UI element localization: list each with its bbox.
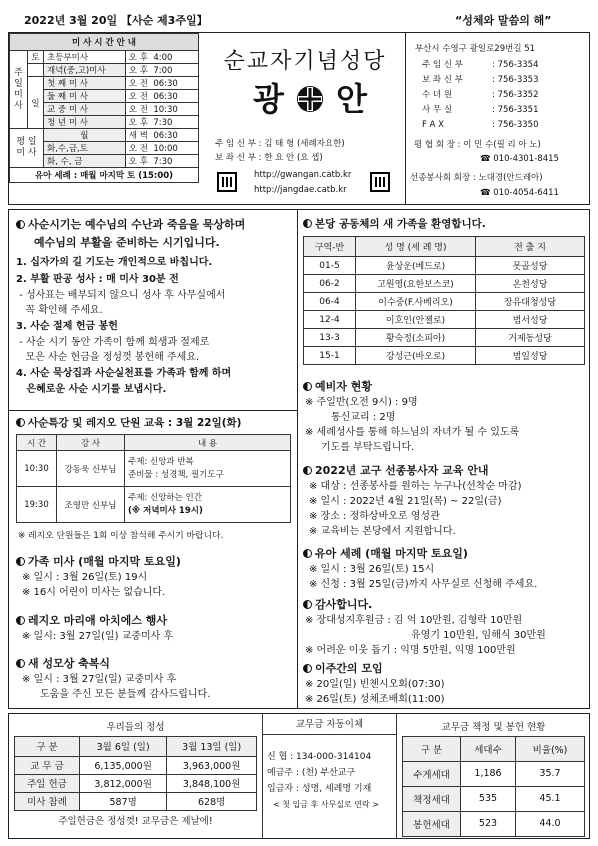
infant-line: ※ 신청 : 3월 25일(금)까지 사무실로 신청해 주세요. [309,579,538,590]
mass-name: 화, 수, 금 [44,155,126,168]
welcome-cell: 15-1 [304,347,356,365]
mass-title: 미 사 시 간 안 내 [10,34,199,51]
mass-time: 새 벽 06:30 [125,129,198,142]
mass-time: 오 전 10:30 [125,103,198,116]
catechumen-section [303,378,519,455]
welcome-cell: 01-5 [304,257,356,275]
mission-phone: ☎ 010-4054-6411 [480,188,559,198]
lecture-table [16,434,291,523]
lecture-head: 강 사 [57,435,125,451]
url-jangdae[interactable]: http://jangdae.catb.kr [254,185,347,195]
welcome-head: 전 출 지 [476,237,585,257]
council-president: 평 협 회 장 : 이 민 수(필 리 아 노) [414,140,541,150]
offering-cell: 주일 헌금 [15,774,80,792]
welcome-title: 본당 공동체의 새 가족을 환영합니다. [315,218,486,230]
section-bullet-icon [303,600,312,609]
offering-head: 3월 13일 (일) [167,736,257,756]
sat-label: 토 [28,51,44,64]
meetings-line: ※ 20일(일) 빈첸시오회(07:30) [305,679,445,690]
offering-table [14,716,257,830]
welcome-cell: 고원영(요한보스코) [356,275,476,293]
tithe-cell: 44.0 [515,811,584,836]
tithe-head: 세대수 [461,736,516,761]
church-name-left: 광 [252,80,284,118]
qr-code-icon[interactable] [217,172,237,192]
issue-date [24,12,208,28]
lecture-head: 내 용 [125,435,291,451]
meetings-title: 이주간의 모임 [315,662,383,675]
mass-time: 오 후 7:30 [125,116,198,129]
phone-icon: ☎ [480,188,494,198]
sun-label: 일 [28,77,44,129]
catechumen-line: ※ 세례성사를 통해 하느님의 자녀가 될 수 있도록 [305,427,520,438]
tithe-cell: 수게세대 [403,761,461,786]
tithe-cell: 35.7 [515,761,584,786]
lent-item: - 성사표는 배부되지 않으니 성사 후 사무실에서 [16,290,226,301]
church-name [240,74,380,120]
legio-section [16,612,173,644]
auto-transfer-line: 신 협 : 134-000-314104 [267,752,372,762]
offering-cell: 6,135,000원 [80,756,167,774]
tithe-cell: 책정세대 [403,786,461,811]
offering-cell: 628명 [167,792,257,810]
welcome-cell: 강성근(바오로) [356,347,476,365]
section-bullet-icon [303,664,312,673]
tithe-cell: 523 [461,811,516,836]
welcome-cell: 12-4 [304,311,356,329]
lent-item: 3. 사순 절제 헌금 봉헌 [16,321,118,332]
tithe-cell: 45.1 [515,786,584,811]
tithe-title: 교무금 책정 및 봉헌 현황 [403,716,585,736]
pastor-line: 주 임 신 부 : 김 태 형 (세례자요한) [215,139,345,149]
lecture-speaker: 조영만 신부님 [57,487,125,523]
catechumen-line: ※ 주일반(오전 9시) : 9명 [305,397,418,408]
contact-row: 주 임 신 부 : 756-3354 [422,60,539,70]
mass-name: 재녁(중,고)미사 [44,64,126,77]
lent-item: 2. 부활 판공 성사 : 매 미사 30분 전 [16,274,179,285]
section-bullet-icon [303,466,312,475]
address: 부산시 수영구 광일로29번길 51 [415,44,536,54]
tithe-cell: 봉헌세대 [403,811,461,836]
infant-title: 유아 세례 (매월 마지막 토요일) [315,547,468,560]
lecture-speaker: 강동욱 신부님 [57,451,125,487]
tithe-cell: 535 [461,786,516,811]
lecture-content: 주제: 신앙하는 인간 (※ 저녁미사 19시) [125,487,291,523]
lent-item: 은혜로운 사순 시기를 보냅시다. [16,384,167,395]
weekday-mass-label: 평 일 미 사 [10,129,44,168]
mass-time: 오 후 7:30 [125,155,198,168]
offering-cell: 3,963,000원 [167,756,257,774]
contact-row: 수 녀 원 : 756-3352 [422,90,539,100]
infant-baptism-section [303,545,537,592]
mass-name: 첫 째 미 사 [44,77,126,90]
url-gwangan[interactable]: http://gwangan.catb.kr [254,170,352,180]
infant-line: ※ 일시 : 3월 26일(토) 15시 [309,564,435,575]
welcome-title-row [303,216,486,231]
auto-transfer-panel [262,714,397,838]
section-bullet-icon [16,220,25,229]
welcome-cell: 06-4 [304,293,356,311]
legio-line: ※ 일시: 3월 27일(일) 교중미사 후 [22,631,174,642]
welcome-cell: 못골성당 [476,257,585,275]
welcome-cell: 범일성당 [476,347,585,365]
section-bullet-icon [16,616,25,625]
sunday-mass-label: 주 일 미 사 [10,51,28,129]
catechumen-line: 통신교리 : 2명 [331,412,396,423]
meetings-section [303,660,445,707]
welcome-cell: 범서성당 [476,311,585,329]
mass-time: 오 후 4:00 [125,51,198,64]
offering-cell: 587명 [80,792,167,810]
welcome-cell: 이수중(F.사베리오) [356,293,476,311]
lecture-content: 주제: 신앙과 반복 준비물 : 성경책, 필기도구 [125,451,291,487]
lent-title: 사순시기는 예수님의 수난과 죽음을 묵상하며 [28,218,246,231]
mass-name: 월 [44,129,126,142]
lecture-time: 10:30 [17,451,57,487]
section-bullet-icon [303,382,312,391]
section-bullet-icon [303,219,312,228]
education-line: ※ 대상 : 선종봉사를 원하는 누구나(선착순 마감) [309,481,522,492]
welcome-cell: 황숙정(소피아) [356,329,476,347]
qr-code-icon[interactable] [370,172,390,192]
education-line: ※ 장소 : 정하상바오로 영성관 [309,511,440,522]
section-bullet-icon [16,659,25,668]
lecture-head: 시 간 [17,435,57,451]
tithe-head: 비율(%) [515,736,584,761]
welcome-cell: 13-3 [304,329,356,347]
contact-list [422,58,539,133]
sat-label-2 [28,64,44,77]
thanks-section [303,596,546,658]
welcome-head: 구역-반 [304,237,356,257]
family-line: ※ 16시 어린이 미사는 없습니다. [22,587,166,598]
blessing-title: 새 성모상 축복식 [28,657,111,670]
offering-head: 구 분 [15,736,80,756]
phone-icon: ☎ [480,154,494,164]
lecture-time: 19:30 [17,487,57,523]
mass-name: 교 중 미 사 [44,103,126,116]
catechumen-title: 예비자 현황 [315,380,372,393]
blessing-section [16,655,210,702]
offering-head: 3월 6일 (일) [80,736,167,756]
church-emblem-icon [295,84,325,114]
infant-baptism-note: 유아 세례 : 매월 마지막 토 (15:00) [10,168,199,183]
mass-name: 초등부미사 [44,51,126,64]
section-bullet-icon [16,418,25,427]
column-divider [297,210,298,708]
mass-name: 화,수,금,토 [44,142,126,155]
education-title: 2022년 교구 선종봉사자 교육 안내 [315,464,489,477]
section-bullet-icon [16,557,25,566]
family-title: 가족 미사 (매월 마지막 토요일) [28,555,181,568]
welcome-cell: 06-2 [304,275,356,293]
auto-transfer-line: 입금자 : 성명, 세례명 기재 [267,784,372,794]
offering-cell: 교 무 금 [15,756,80,774]
family-line: ※ 일시 : 3월 26일(토) 19시 [22,572,148,583]
assistant-line: 보 좌 신 부 : 한 요 안 (요 셉) [215,153,323,163]
auto-transfer-line: 예금주 : (천) 부산교구 [267,768,356,778]
thanks-line: 유영기 10만원, 임해식 30만원 [411,630,546,641]
lent-item: 1. 십자가의 길 기도는 개인적으로 바칩니다. [16,257,213,268]
mass-name: 청 년 미 사 [44,116,126,129]
family-mass-section [16,553,181,600]
blessing-line: 도움을 주신 모든 분들께 감사드립니다. [40,689,211,700]
contact-row: F A X : 756-3350 [422,120,539,130]
mass-time: 오 전 06:30 [125,90,198,103]
lent-item: 4. 사순 묵상집과 사순실천표를 가족과 함께 하며 [16,368,232,379]
welcome-head: 성 명 (세 례 명) [356,237,476,257]
section-bullet-icon [303,549,312,558]
education-line: ※ 교육비는 본당에서 지원합니다. [309,526,456,537]
offering-cell: 미사 참례 [15,792,80,810]
lecture-title-row [16,415,241,430]
thanks-title: 감사합니다. [315,598,373,611]
tithe-cell: 1,186 [461,761,516,786]
lecture-title: 사순특강 및 레지오 단원 교육 : 3월 22일(화) [28,417,242,429]
church-subtitle: 순교자기념성당 [223,49,387,74]
education-line: ※ 일시 : 2022년 4월 21일(목) ~ 22일(금) [309,496,502,507]
mission-president: 선종봉사회 회장 : 노대경(안드레아) [410,173,543,183]
motto: “성체와 말씀의 해” [455,14,552,27]
lent-item: 꼭 확인해 주세요. [16,305,103,316]
left-divider [9,410,297,411]
lent-section [16,216,294,397]
thanks-line: ※ 장대성지후원금 : 김 억 10만원, 김형락 10만원 [305,615,523,626]
welcome-cell: 온천성당 [476,275,585,293]
tithe-table [402,716,585,837]
welcome-cell: 윤상운(베드로) [356,257,476,275]
auto-transfer-line: < 첫 입금 후 사무실로 연락 > [273,800,379,809]
welcome-cell: 장유대청성당 [476,293,585,311]
contact-row: 보 좌 신 부 : 756-3353 [422,75,539,85]
sunday-text: 【사순 제3주일】 [120,14,208,27]
offering-note: 주일헌금은 정성껏! 교무금은 제날에! [58,816,213,828]
mass-name: 둘 째 미 사 [44,90,126,103]
church-name-right: 안 [336,80,368,118]
offering-title: 우리들의 정성 [15,716,257,736]
mass-time: 오 전 06:30 [125,77,198,90]
mass-time: 오 전 10:00 [125,142,198,155]
mass-time: 오 후 7:00 [125,64,198,77]
lent-item: 모은 사순 헌금을 정성껏 봉헌해 주세요. [16,352,200,363]
offering-cell: 3,848,100원 [167,774,257,792]
lent-title-2: 예수님의 부활을 준비하는 시기입니다. [34,236,220,249]
mass-schedule-table [9,33,199,183]
legio-title: 레지오 마리애 아치에스 행사 [28,614,167,627]
lent-item: - 사순 시기 동안 가족이 함께 희생과 절제로 [16,337,210,348]
offering-cell: 3,812,000원 [80,774,167,792]
welcome-cell: 거제동성당 [476,329,585,347]
thanks-line: ※ 어려운 이웃 돕기 : 익명 5만원, 익명 100만원 [305,645,516,656]
blessing-line: ※ 일시 : 3월 27일(일) 교중미사 후 [22,674,177,685]
vertical-divider [405,33,406,204]
auto-transfer-title: 교무금 자동이체 [263,714,396,735]
education-section [303,462,522,539]
date-text: 2022년 3월 20일 [24,14,118,27]
lecture-note: ※ 레지오 단원들은 1회 이상 참석해 주시기 바랍니다. [18,531,224,541]
welcome-cell: 이호인(안젤로) [356,311,476,329]
catechumen-line: 기도를 부탁드립니다. [321,442,415,453]
welcome-table [303,236,585,365]
council-phone: ☎ 010-4301-8415 [480,154,559,164]
contact-row: 사 무 실 : 756-3351 [422,105,539,115]
tithe-head: 구 분 [403,736,461,761]
meetings-line: ※ 26일(토) 성체조배회(11:00) [305,694,445,705]
